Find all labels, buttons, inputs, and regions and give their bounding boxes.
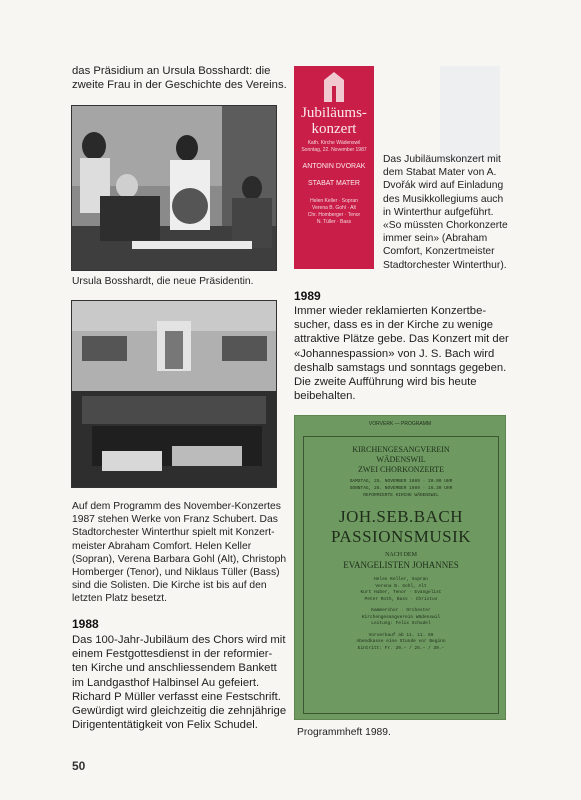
- poster-small-3: Helen Keller · Sopran: [310, 198, 358, 204]
- photo1-caption: Ursula Bosshardt, die neue Präsidentin.: [72, 276, 254, 287]
- body-1989: Immer wieder reklamierten Konzertbe- sucher, dass es in der Kirche zu wenige attraktive Plätze gebe. Das Konzert mit der «Johannespassion» von J. S. Bach wird deshalb samstags und sonntags gegeben. Die zweite Aufführung wird bis heute beibehalten.: [294, 305, 509, 403]
- program-date-1: SAMSTAG, 25. NOVEMBER 1989 · 20.00 UHR: [349, 479, 453, 484]
- poster-small-1: Kath. Kirche Wädenswil: [307, 140, 361, 146]
- photo-illustration: [72, 106, 276, 270]
- program-conductor: Leitung: Felix Schudel: [371, 621, 431, 626]
- poster-small-6: N. Tüller · Bass: [316, 219, 352, 225]
- program-soloist-2: Verena B. Gohl, Alt: [375, 583, 427, 589]
- poster-work: STABAT MATER: [308, 180, 360, 187]
- intro-text: das Präsidium an Ursula Bosshardt: die zweite Frau in der Geschichte des Vereins.: [72, 65, 287, 92]
- body-1988: Das 100-Jahr-Jubiläum des Chors wird mit einem Festgottesdienst in der reformier- ten Kirche und anschliessendem Bankett im Landgasthof Halbinsel Au gefeiert. Richard P Müller verfasst eine Festschrift. Gewürdigt wird gleichzeitig die zehnjährige Dirigententätigkeit von Felix Schudel.: [72, 634, 287, 732]
- program-title-sub2: EVANGELISTEN JOHANNES: [343, 560, 459, 570]
- photo-concert-church: [71, 300, 277, 488]
- program-soloist-1: Helen Keller, Sopran: [373, 577, 428, 582]
- program-box-office: Abendkasse eine Stunde vor Beginn: [356, 639, 446, 644]
- program-prices: Eintritt: Fr. 20.– / 25.– / 30.–: [357, 645, 445, 651]
- ghost-image: [440, 66, 500, 161]
- program-soloist-3: Kurt Huber, Tenor · Evangelist: [360, 590, 442, 595]
- poster-small-4: Verena B. Gohl · Alt: [312, 205, 356, 211]
- poster-caption: Das Jubiläumskonzert mit dem Stabat Mater von A. Dvořák wird auf Einladung des Musikkollegiums auch in Winterthur aufgeführt. «So müssten Chorkonzerte immer sein» (Abraham Comfort, Konzertmeister Stadtorchester Winterthur).: [383, 154, 508, 271]
- program-soloist-4: Peter Roth, Bass · Christus: [364, 596, 438, 602]
- program-caption: Programmheft 1989.: [297, 727, 391, 738]
- poster-small-2: Sonntag, 22. November 1987: [301, 147, 367, 153]
- program-choir-line3: ZWEI CHORKONZERTE: [358, 465, 444, 474]
- photo-illustration: [72, 301, 276, 487]
- program-choir-line2: WÄDENSWIL: [376, 455, 426, 464]
- program-title-sub1: NACH DEM: [385, 552, 417, 558]
- program-title-work: PASSIONSMUSIK: [330, 527, 472, 546]
- program-date-2: SONNTAG, 26. NOVEMBER 1989 · 16.30 UHR: [349, 486, 453, 491]
- church-logo-icon: [294, 70, 374, 110]
- poster-title-line2: konzert: [311, 121, 357, 137]
- program-venue: REFORMIERTE KIRCHE WÄDENSWIL: [363, 493, 439, 498]
- program-presale: Vorverkauf ab 11. 11. 89: [368, 632, 434, 638]
- program-booklet-1989: [294, 415, 506, 720]
- year-heading-1989: 1989: [294, 289, 321, 303]
- poster-composer: ANTONIN DVORAK: [302, 163, 366, 170]
- program-ensemble: Kammerchor · Orchester: [371, 608, 431, 613]
- program-title-composer: JOH.SEB.BACH: [338, 507, 464, 526]
- program-tag: VORVERK — PROGRAMM: [368, 421, 432, 427]
- poster-small-5: Chr. Homberger · Tenor: [307, 212, 361, 218]
- program-choir-credit: Kirchengesangverein Wädenswil: [361, 614, 441, 620]
- poster-jubilaeumskonzert: [294, 66, 374, 269]
- year-heading-1988: 1988: [72, 617, 99, 631]
- poster-title-line1: Jubiläums-: [301, 105, 367, 121]
- photo2-caption: Auf dem Programm des November-Konzertes 1987 stehen Werke von Franz Schubert. Das Stadtorchester Winterthur spielt mit Konzert- meister Abraham Comfort. Helen Keller (Sopran), Verena Barbara Gohl (Alt), Christoph Homberger (Tenor), und Niklaus Tüller (Bass) sind die Solisten. Die Kirche ist bis auf den letzten Platz besetzt.: [72, 501, 287, 605]
- program-choir-line1: KIRCHENGESANGVEREIN: [352, 445, 450, 454]
- page-number: 50: [72, 759, 86, 773]
- photo-ursula-bosshardt: [71, 105, 277, 271]
